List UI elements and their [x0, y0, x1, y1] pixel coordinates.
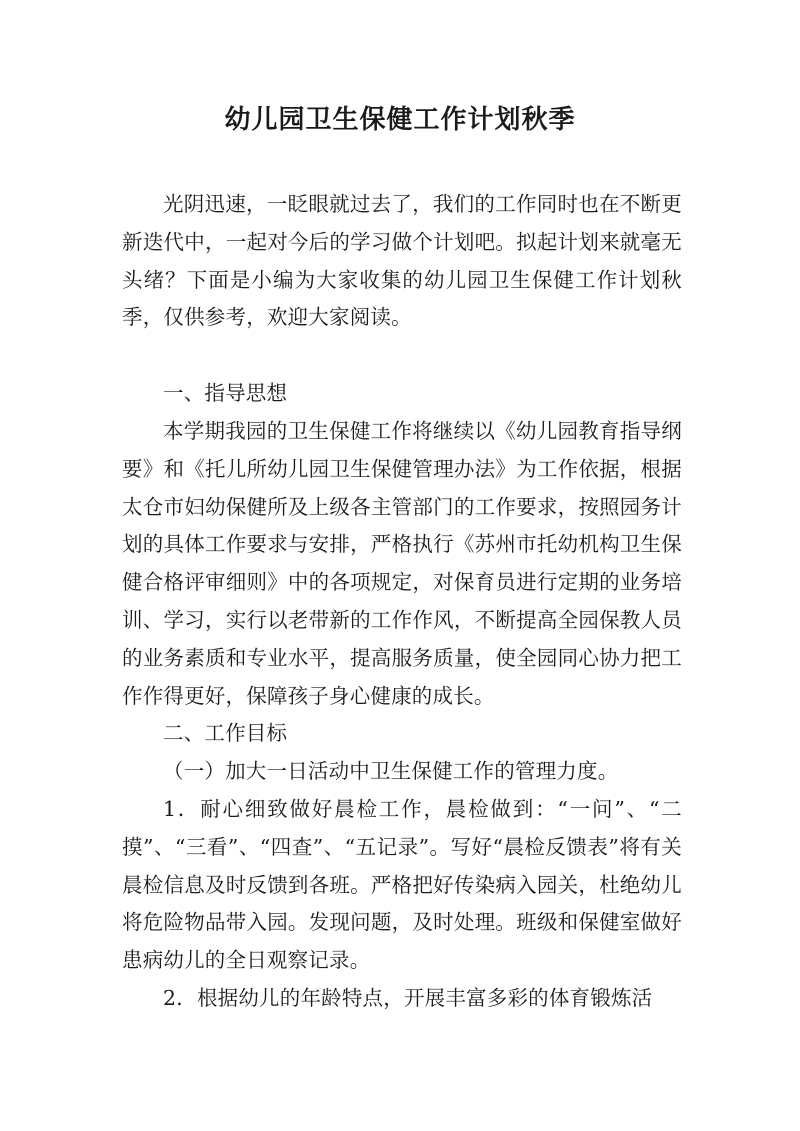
guiding-thought-paragraph: 本学期我园的卫生保健工作将继续以《幼儿园教育指导纲要》和《托儿所幼儿园卫生保健管理办法》为工作依据，根据太仓市妇幼保健所及上级各主管部门的工作要求，按照园务计划的具体工作要求与安排，严格执行《苏州市托幼机构卫生保健合格评审细则》中的各项规定，对保育员进行定期的业务培训、学习，实行以老带新的工作作风，不断提高全园保教人员的业务素质和专业水平，提高服务质量，使全园同心协力把工作作得更好，保障孩子身心健康的成长。 [122, 418, 682, 708]
goal-item-2: 2．根据幼儿的年龄特点，开展丰富多彩的体育锻炼活 [163, 985, 653, 1010]
document-body [122, 186, 682, 1018]
section-heading-guiding-thought: 一、指导思想 [163, 381, 288, 406]
section-heading-work-goals: 二、工作目标 [163, 721, 288, 746]
goal-item-1: 1．耐心细致做好晨检工作，晨检做到：“一问”、“二摸”、“三看”、“四查”、“五记录”。写好“晨检反馈表”将有关晨检信息及时反馈到各班。严格把好传染病入园关，杜绝幼儿将危险物品带入园。发现问题，及时处理。班级和保健室做好患病幼儿的全日观察记录。 [122, 796, 682, 973]
subsection-heading-1: （一）加大一日活动中卫生保健工作的管理力度。 [163, 759, 619, 784]
intro-paragraph: 光阴迅速，一眨眼就过去了，我们的工作同时也在不断更新迭代中，一起对今后的学习做个计划吧。拟起计划来就毫无头绪？下面是小编为大家收集的幼儿园卫生保健工作计划秋季，仅供参考，欢迎大家阅读。 [122, 192, 682, 330]
paragraph-gap [122, 337, 682, 375]
document-title: 幼儿园卫生保健工作计划秋季 [224, 105, 576, 135]
